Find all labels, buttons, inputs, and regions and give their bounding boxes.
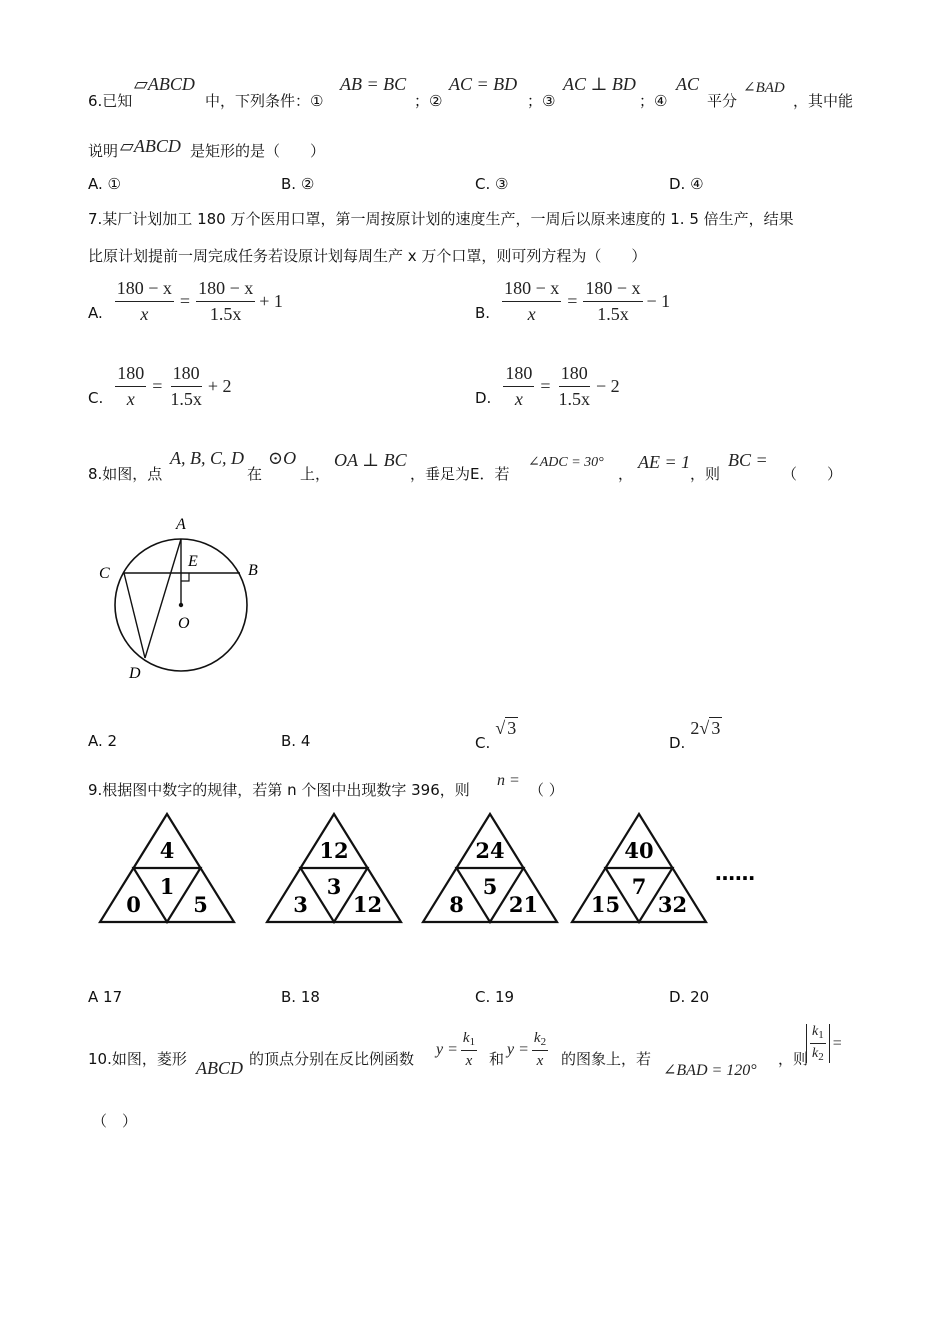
q8-option-b: B. 4 — [281, 732, 311, 750]
q7-d-tail: − 2 — [595, 376, 620, 396]
q9-figure-2 — [267, 814, 401, 922]
q9-triangles-figure — [95, 808, 775, 930]
q8-d-coef: 2 — [690, 718, 700, 738]
q7-b-equals: = — [567, 291, 578, 311]
q10-k1: k — [462, 1030, 470, 1046]
q8-label-d: D — [129, 665, 141, 682]
q10-frac1 — [461, 1030, 477, 1070]
q7-option-d — [475, 363, 620, 410]
q7-c-den2: 1.5x — [170, 389, 202, 409]
q8-option-a: A. 2 — [88, 732, 118, 750]
q6-cond3: AC ⊥ BD — [563, 74, 636, 94]
q9-number-mid: 3 — [326, 874, 342, 899]
q8-text6: ，则 — [690, 465, 721, 483]
q8-c-radicand: 3 — [507, 718, 517, 738]
q7-a-frac1 — [115, 278, 174, 325]
q7-d-den2: 1.5x — [558, 389, 590, 409]
q8-circle-o: ⊙O — [268, 448, 297, 468]
q9-number-left: 15 — [590, 892, 621, 917]
q8-label-o: O — [178, 615, 190, 632]
q10-ratio-k2-sub: 2 — [818, 1051, 824, 1063]
q7-d-den1: x — [514, 389, 523, 409]
q10-text1: 10.如图，菱形 — [88, 1050, 187, 1068]
q7-d-label: D. — [475, 388, 492, 407]
q7-a-tail: + 1 — [259, 291, 283, 311]
q10-k2: k — [533, 1030, 541, 1046]
q6-option-a: A. ① — [88, 175, 121, 193]
q7-option-b — [475, 278, 670, 325]
q10-text2: 的顶点分别在反比例函数 — [249, 1050, 415, 1068]
q10-abcd: ABCD — [196, 1058, 243, 1078]
q9-option-d: D. 20 — [669, 988, 710, 1006]
q8-segment-cd — [124, 573, 145, 658]
q9-number-left: 8 — [449, 892, 464, 917]
q6-cond4-ac: AC — [676, 74, 700, 94]
q9-number-top: 40 — [624, 838, 654, 863]
q10-angle: ∠BAD = 120° — [663, 1062, 757, 1079]
q7-a-equals: = — [179, 291, 191, 311]
q10-ratio-k2: k — [812, 1046, 819, 1061]
q6-text-end: ，其中能 — [793, 92, 854, 110]
q7-a-num2: 180 − x — [196, 278, 255, 302]
q7-b-num1: 180 − x — [502, 278, 561, 302]
q8-label-c: C — [99, 565, 110, 582]
q8-perp: OA ⊥ BC — [334, 450, 407, 470]
q8-d-radicand: 3 — [711, 718, 721, 738]
q10-ratio-frac — [810, 1024, 826, 1063]
q8-bc: BC = — [728, 450, 768, 470]
q9-number-right: 12 — [352, 892, 383, 917]
q10-paren: （ ） — [92, 1112, 138, 1130]
q8-ae: AE = 1 — [638, 452, 691, 472]
q7-c-tail: + 2 — [207, 376, 232, 396]
q10-func1 — [436, 1030, 477, 1070]
q10-frac2 — [532, 1030, 548, 1070]
q9-figure-3 — [423, 814, 557, 922]
q9-number-mid: 1 — [159, 874, 175, 899]
q7-a-num1: 180 − x — [115, 278, 174, 302]
q7-c-num1: 180 — [115, 363, 146, 387]
q7-c-frac2 — [168, 363, 204, 410]
q7-option-a — [88, 278, 283, 325]
q9-figure-1 — [100, 814, 234, 922]
q10-text5: ，则 — [778, 1050, 809, 1068]
q9-number-right: 21 — [508, 892, 539, 917]
q6-line2-b: 是矩形的是（ ） — [190, 142, 326, 160]
q7-c-label: C. — [88, 388, 104, 407]
q10-text3: 和 — [489, 1050, 505, 1068]
q7-b-den1: x — [527, 304, 536, 324]
q10-k1-sub: 1 — [469, 1036, 476, 1048]
q8-text1: 8.如图，点 — [88, 465, 163, 483]
q9-number-left: 0 — [126, 892, 141, 917]
q8-d-label: D. — [669, 734, 686, 752]
q8-text4: ，垂足为E．若 — [410, 465, 510, 483]
q9-option-c: C. 19 — [475, 988, 515, 1006]
q9-option-b: B. 18 — [281, 988, 320, 1006]
q10-func2 — [507, 1030, 548, 1070]
q8-option-d — [669, 718, 722, 752]
q6-parallelogram: ▱ABCD — [134, 74, 195, 94]
q9-option-a: A 17 — [88, 988, 123, 1006]
q7-line1: 7.某厂计划加工 180 万个医用口罩，第一周按原计划的速度生产，一周后以原来速度的 1. 5 倍生产，结果 — [88, 210, 794, 228]
q7-d-num1: 180 — [503, 363, 534, 387]
q8-angle: ∠ADC = 30° — [528, 455, 604, 470]
q7-d-num2: 180 — [559, 363, 590, 387]
q10-ratio-k1-sub: 1 — [818, 1029, 824, 1041]
q6-cond2: AC = BD — [449, 74, 518, 94]
q10-y2: y = — [507, 1041, 529, 1058]
q8-text7: （ ） — [782, 465, 843, 483]
q10-x2: x — [536, 1053, 544, 1069]
q6-parallelogram-2: ▱ABCD — [120, 136, 181, 156]
q10-k2-sub: 2 — [540, 1036, 547, 1048]
q8-option-c — [475, 718, 518, 752]
q6-text-mid: 中，下列条件：① — [205, 92, 324, 110]
q7-c-frac1 — [115, 363, 146, 410]
q6-pingfen: 平分 — [707, 92, 738, 110]
q7-c-num2: 180 — [171, 363, 202, 387]
q8-center-dot — [179, 603, 183, 607]
q7-d-frac1 — [503, 363, 534, 410]
q8-circle-figure — [90, 510, 280, 690]
q6-number: 6.已知 — [88, 92, 133, 110]
q7-a-frac2 — [196, 278, 255, 325]
q10-equals: = — [832, 1034, 842, 1052]
q9-number-mid: 5 — [482, 874, 498, 899]
q8-right-angle-mark — [181, 573, 189, 581]
q6-line2-a: 说明 — [88, 142, 119, 160]
q10-y1: y = — [436, 1041, 458, 1058]
q9-number-top: 12 — [319, 838, 349, 863]
q9-figure-4 — [572, 814, 706, 922]
q9-neq: n = — [497, 772, 520, 789]
q8-c-label: C. — [475, 734, 491, 752]
q9-number-right: 5 — [193, 892, 208, 917]
q7-a-label: A. — [88, 303, 103, 322]
q7-b-frac1 — [502, 278, 561, 325]
q7-c-den1: x — [126, 389, 135, 409]
q7-d-frac2 — [556, 363, 592, 410]
q6-cond1: AB = BC — [340, 74, 407, 94]
q6-option-b: B. ② — [281, 175, 315, 193]
q6-sep4: ；④ — [639, 92, 668, 110]
q7-b-num2: 180 − x — [583, 278, 642, 302]
q6-option-d: D. ④ — [669, 175, 704, 193]
q8-text2: 在 — [247, 465, 263, 483]
q8-text5: ， — [618, 465, 634, 483]
q10-ratio-k1: k — [812, 1024, 819, 1039]
q8-label-e: E — [188, 553, 198, 570]
q8-label-b: B — [248, 562, 258, 579]
q9-paren: （ ） — [529, 781, 564, 799]
q9-number-left: 3 — [293, 892, 308, 917]
q8-label-a: A — [176, 516, 186, 533]
q10-text4: 的图象上，若 — [561, 1050, 652, 1068]
q9-number-mid: 7 — [631, 874, 647, 899]
q9-triangle-layer — [100, 814, 706, 922]
q10-x1: x — [465, 1053, 473, 1069]
q7-b-frac2 — [583, 278, 642, 325]
q6-sep3: ；③ — [527, 92, 556, 110]
q8-points: A, B, C, D — [170, 448, 244, 468]
q7-option-c — [88, 363, 232, 410]
q9-number-right: 32 — [657, 892, 688, 917]
q7-a-den2: 1.5x — [209, 304, 242, 324]
q6-sep2: ；② — [414, 92, 443, 110]
q7-b-den2: 1.5x — [597, 304, 629, 324]
q7-c-equals: = — [152, 376, 163, 396]
q8-text3: 上， — [300, 465, 331, 483]
q9-text: 9.根据图中数字的规律，若第 n 个图中出现数字 396，则 — [88, 781, 470, 799]
q7-b-label: B. — [475, 303, 491, 322]
q7-b-tail: − 1 — [646, 291, 671, 311]
q7-line2: 比原计划提前一周完成任务若设原计划每周生产 x 万个口罩，则可列方程为（ ） — [88, 247, 647, 265]
q8-segment-ad — [145, 539, 181, 658]
q9-dots: …… — [715, 861, 755, 885]
q10-abs-bars — [806, 1024, 830, 1063]
q7-a-den1: x — [140, 304, 149, 324]
q6-cond4-angle: ∠BAD — [743, 80, 785, 96]
q6-option-c: C. ③ — [475, 175, 509, 193]
q9-number-top: 24 — [475, 838, 505, 863]
q9-number-top: 4 — [159, 838, 175, 863]
q8-c-sqrt: √ 3 — [495, 718, 517, 738]
q6-line1 — [88, 90, 132, 111]
q10-ratio — [806, 1024, 842, 1063]
q8-d-sqrt: √ 3 — [699, 718, 721, 738]
q7-d-equals: = — [540, 376, 551, 396]
